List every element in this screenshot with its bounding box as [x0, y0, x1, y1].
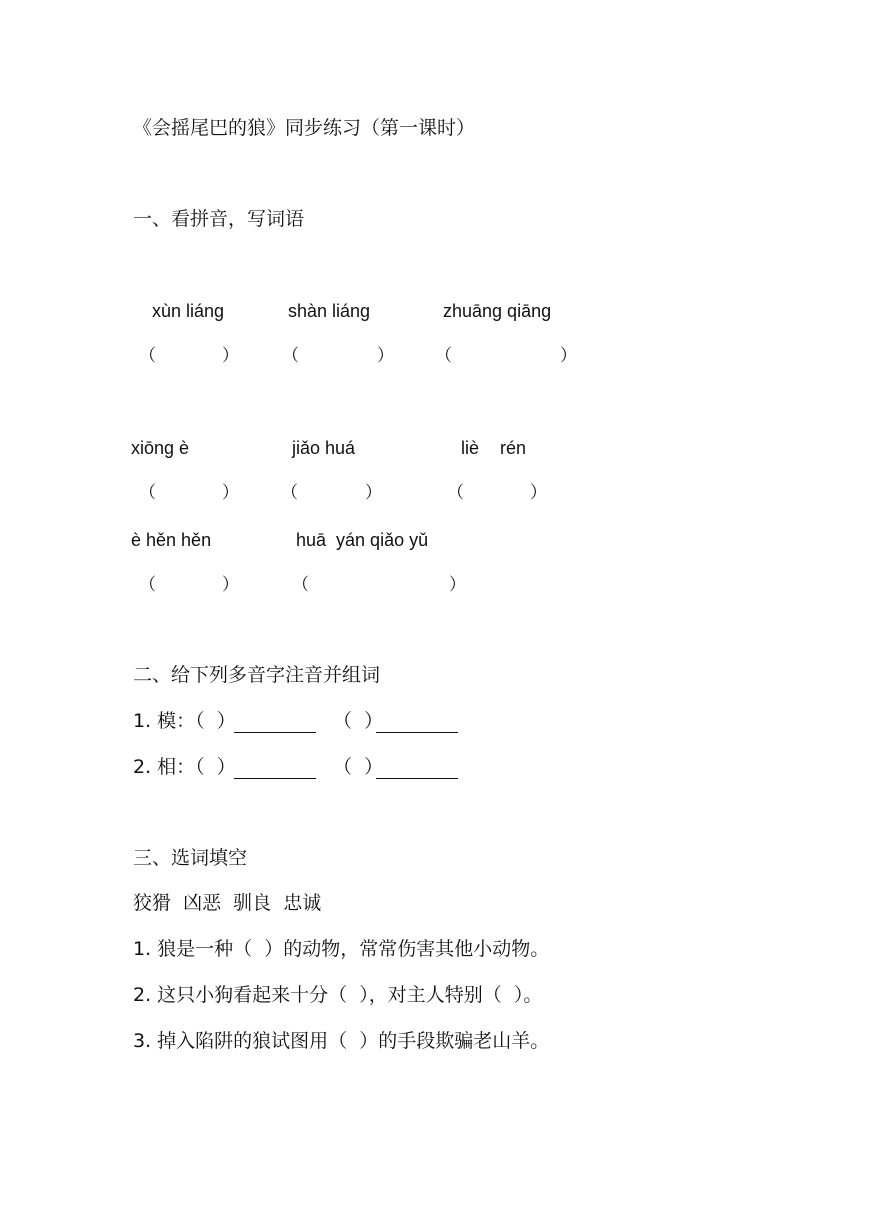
pinyin-ehenhen: è hěn hěn	[131, 530, 212, 550]
pinyin-huayanqiaoyu: huā yán qiǎo yǔ	[296, 530, 429, 550]
fill-question-3: 3. 掉入陷阱的狼试图用（ ）的手段欺骗老山羊。	[133, 1030, 550, 1052]
answer-paren-close: ）	[449, 575, 466, 595]
answer-paren-open: （	[447, 483, 464, 503]
answer-blank[interactable]	[234, 714, 316, 733]
answer-paren-close: ）	[222, 575, 239, 595]
pinyin-zhuangqiang: zhuāng qiāng	[443, 301, 552, 321]
pinyin-ren: rén	[500, 438, 527, 458]
pinyin-xionge: xiōng è	[131, 438, 190, 458]
section1-heading: 一、看拼音，写词语	[133, 208, 305, 230]
fill-question-2: 2. 这只小狗看起来十分（ ），对主人特别（ ）。	[133, 984, 543, 1006]
polyphone-item-1	[133, 709, 236, 733]
section2-heading: 二、给下列多音字注音并组词	[133, 664, 381, 686]
answer-paren-open: （	[281, 483, 298, 503]
polyphone-item-2	[133, 755, 236, 779]
answer-paren-close: ）	[560, 346, 577, 366]
answer-paren-close: ）	[222, 346, 239, 366]
answer-paren-close: ）	[530, 483, 547, 503]
pinyin-jiaohua: jiǎo huá	[292, 438, 356, 458]
word-choices: 狡猾 凶恶 驯良 忠诚	[133, 892, 322, 914]
answer-paren-close: ）	[222, 483, 239, 503]
answer-paren-open: （	[282, 346, 299, 366]
fill-question-1: 1. 狼是一种（ ）的动物，常常伤害其他小动物。	[133, 938, 550, 960]
pinyin-xunliang: xùn liáng	[152, 301, 225, 321]
answer-paren-close: ）	[377, 346, 394, 366]
answer-paren-open: （	[139, 575, 156, 595]
section3-heading: 三、选词填空	[133, 847, 248, 869]
answer-paren-open: （	[292, 575, 309, 595]
polyphone-item-1-label: 1. 模：（ ）	[133, 710, 236, 732]
answer-blank[interactable]	[376, 760, 458, 779]
pinyin-lie: liè	[461, 438, 480, 458]
answer-paren-close: ）	[365, 483, 382, 503]
polyphone-paren: （ ）	[333, 710, 384, 732]
answer-blank[interactable]	[234, 760, 316, 779]
answer-paren-open: （	[435, 346, 452, 366]
pinyin-shanliang: shàn liáng	[288, 301, 371, 321]
answer-paren-open: （	[139, 346, 156, 366]
answer-blank[interactable]	[376, 714, 458, 733]
polyphone-paren: （ ）	[333, 756, 384, 778]
page-title: 《会摇尾巴的狼》同步练习（第一课时）	[133, 117, 476, 139]
answer-paren-open: （	[139, 483, 156, 503]
polyphone-item-2-label: 2. 相：（ ）	[133, 756, 236, 778]
